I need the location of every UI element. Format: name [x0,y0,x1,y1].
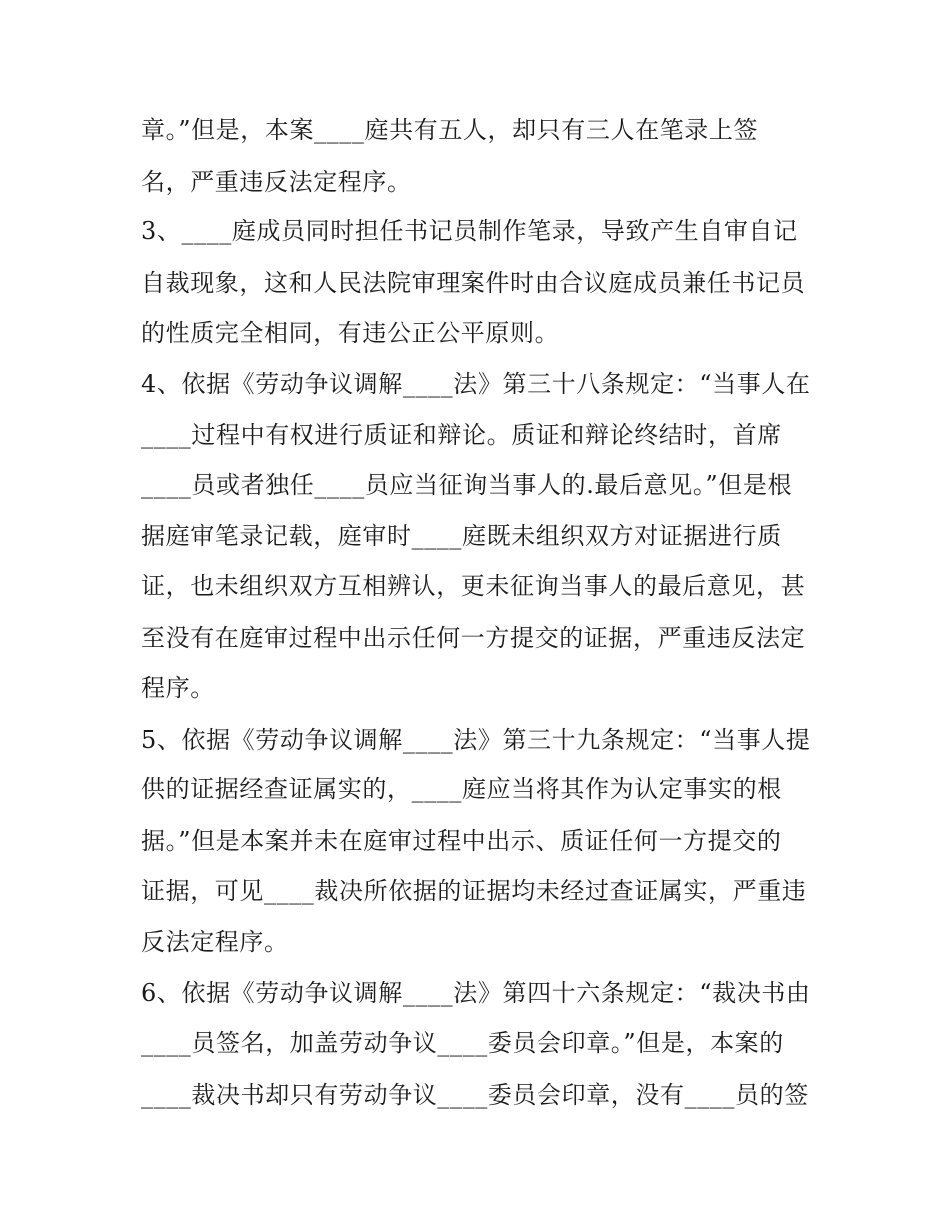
text-line-17: 反法定程序。 [141,928,289,956]
text-line-9: 据庭审笔录记载，庭审时____庭既未组织双方对证据进行质 [141,522,782,550]
text-line-3: 3、____庭成员同时担任书记员制作笔录，导致产生自审自记 [141,217,798,245]
text-line-7: ____过程中有权进行质证和辩论。质证和辩论终结时，首席 [141,421,782,449]
text-line-11: 至没有在庭审过程中出示任何一方提交的证据，严重违反法定 [141,624,806,652]
text-line-15: 据。”但是本案并未在庭审过程中出示、质证任何一方提交的 [141,827,782,855]
text-line-13: 5、依据《劳动争议调解____法》第三十九条规定：“当事人提 [141,726,811,754]
text-line-2: 名，严重违反法定程序。 [141,168,412,196]
text-line-10: 证，也未组织双方互相辨认，更未征询当事人的最后意见，甚 [141,572,806,600]
text-line-14: 供的证据经查证属实的，____庭应当将其作为认定事实的根 [141,775,782,803]
text-line-8: ____员或者独任____员应当征询当事人的.最后意见。”但是根 [141,471,793,499]
text-line-19: ____员签名，加盖劳动争议____委员会印章。”但是，本案的 [141,1029,784,1057]
text-line-5: 的性质完全相同，有违公正公平原则。 [141,319,560,347]
text-line-16: 证据，可见____裁决所依据的证据均未经过查证属实，严重违 [141,877,807,905]
text-line-1: 章。”但是，本案____庭共有五人，却只有三人在笔录上签 [141,116,759,144]
text-line-4: 自裁现象，这和人民法院审理案件时由合议庭成员兼任书记员 [141,269,806,297]
text-line-12: 程序。 [141,674,215,702]
text-line-20: ____裁决书却只有劳动争议____委员会印章，没有____员的签 [141,1081,809,1109]
text-line-6: 4、依据《劳动争议调解____法》第三十八条规定：“当事人在 [141,370,811,398]
text-line-18: 6、依据《劳动争议调解____法》第四十六条规定：“裁决书由 [141,979,811,1007]
